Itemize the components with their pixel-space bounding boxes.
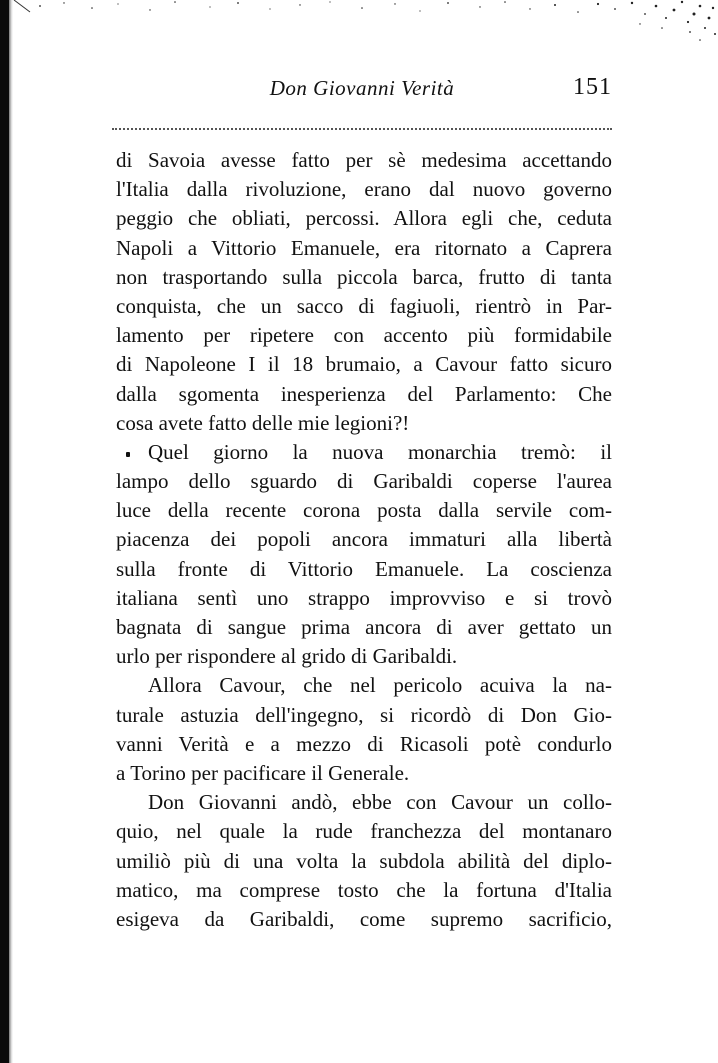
running-head [112, 74, 612, 110]
page-number: 151 [573, 74, 612, 100]
text-line: lampo dello sguardo di Garibaldi coperse l'aurea [116, 469, 612, 494]
scan-binding-shadow [9, 0, 13, 1063]
running-title: Don Giovanni Verità [269, 76, 455, 100]
text-line: vanni Verità e a mezzo di Ricasoli potè condurlo [116, 731, 612, 756]
text-line: non trasportando sulla piccola barca, frutto di tanta [116, 264, 612, 289]
text-line: sulla fronte di Vittorio Emanuele. La coscienza [116, 556, 612, 581]
text-line: quio, nel quale la rude franchezza del montanaro [116, 819, 612, 844]
text-line: Quel giorno la nuova monarchia tremò: il [148, 439, 612, 464]
text-line: conquista, che un sacco di fagiuoli, rientrò in Par- [116, 293, 612, 318]
text-line: urlo per rispondere al grido di Garibaldi. [116, 644, 458, 669]
text-line: piacenza dei popoli ancora immaturi alla libertà [116, 527, 612, 552]
text-line: italiana sentì uno strappo improvviso e si trovò [116, 585, 612, 610]
text-line: luce della recente corona posta dalla servile com- [116, 498, 612, 523]
text-line: a Torino per pacificare il Generale. [116, 760, 410, 785]
text-line: dalla sgomenta inesperienza del Parlamento: Che [116, 381, 612, 406]
text-line: cosa avete fatto delle mie legioni?! [116, 410, 410, 435]
body-text [116, 146, 612, 934]
header-dotted-rule [112, 128, 612, 130]
text-line: Napoli a Vittorio Emanuele, era ritornato a Caprera [116, 235, 612, 260]
scan-speckle-noise [0, 0, 718, 50]
text-line: Allora Cavour, che nel pericolo acuiva la na- [148, 673, 612, 698]
text-line: lamento per ripetere con accento più formidabile [116, 323, 612, 348]
scan-binding-edge [0, 0, 9, 1063]
text-line: l'Italia dalla rivoluzione, erano dal nuovo governo [116, 177, 612, 202]
text-line: Don Giovanni andò, ebbe con Cavour un collo- [148, 790, 612, 815]
text-line: di Savoia avesse fatto per sè medesima accettando [116, 148, 612, 172]
text-line: bagnata di sangue prima ancora di aver gettato un [116, 615, 612, 639]
text-line: esigeva da Garibaldi, come supremo sacrificio, [116, 906, 612, 931]
text-line: peggio che obliati, percossi. Allora egli che, ceduta [116, 206, 612, 231]
text-line: di Napoleone I il 18 brumaio, a Cavour fatto sicuro [116, 352, 612, 377]
text-line: turale astuzia dell'ingegno, si ricordò di Don Gio- [116, 702, 612, 727]
text-line: umiliò più di una volta la subdola abilità del diplo- [116, 848, 612, 873]
text-line: matico, ma comprese tosto che la fortuna d'Italia [116, 877, 612, 902]
